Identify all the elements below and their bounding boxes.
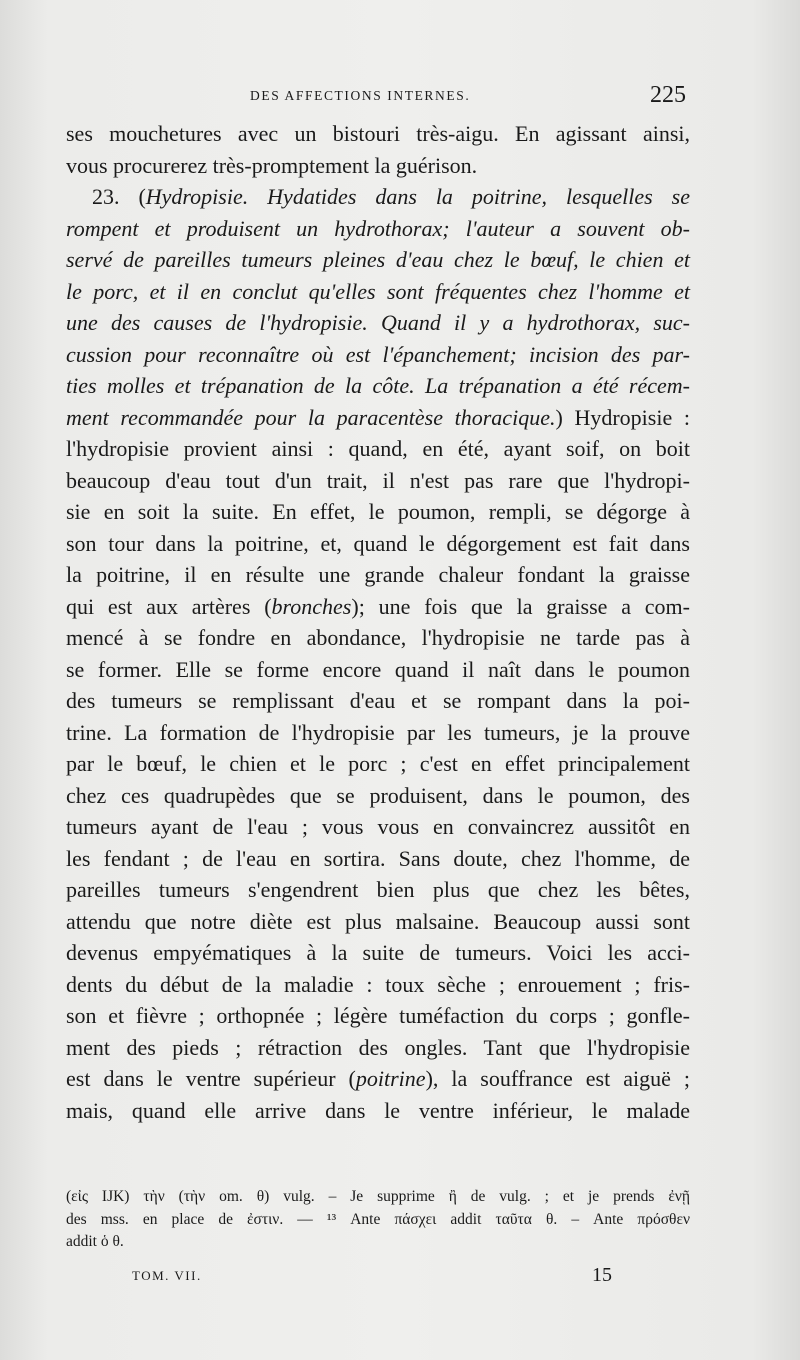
text-segment: attendu que notre diète est plus malsaine. Beaucoup aussi sont: [66, 908, 690, 934]
text-segment: devenus empyématiques à la suite de tumeurs. Voici les acci-: [66, 940, 690, 965]
text-segment: se former. Elle se forme encore quand il naît dans le poumon: [66, 656, 690, 682]
running-header: [66, 82, 686, 110]
text-line: [66, 1000, 690, 1032]
text-line: [66, 1032, 690, 1064]
text-segment: tumeurs ayant de l'eau ; vous vous en convaincrez aussitôt en: [66, 814, 690, 839]
page-footer: [66, 1264, 690, 1290]
text-line: [66, 685, 690, 717]
text-line: [66, 622, 690, 654]
text-segment: rompent et produisent un hydrothorax; l'auteur a souvent ob-: [66, 215, 690, 241]
text-line: [66, 496, 690, 528]
text-segment: par le bœuf, le chien et le porc ; c'est en effet principalement: [66, 751, 690, 776]
text-line: [66, 969, 690, 1001]
text-segment: ment recommandée pour la paracentèse thoracique.: [66, 404, 556, 430]
text-segment: ment des pieds ; rétraction des ongles. Tant que l'hydropisie: [66, 1034, 690, 1060]
text-segment: chez ces quadrupèdes que se produisent, dans le poumon, des: [66, 782, 690, 808]
text-segment: vous procurerez très-promptement la guérison.: [66, 152, 478, 178]
text-line: [66, 181, 690, 213]
text-segment: la poitrine, il en résulte une grande chaleur fondant la graisse: [66, 562, 690, 587]
text-line: [66, 276, 690, 308]
text-segment: ties molles et trépanation de la côte. La trépanation a été récem-: [66, 373, 690, 398]
text-line: [66, 559, 690, 591]
text-segment: ses mouchetures avec un bistouri très-aigu. En agissant ainsi,: [66, 121, 690, 146]
text-line: [66, 780, 690, 812]
text-segment: est dans le ventre supérieur (: [66, 1066, 356, 1091]
main-text: [66, 118, 690, 1126]
footnote-line: des mss. en place de ἐστιν. — ¹³ Ante πάσχει addit ταῦτα θ. – Ante πρόσθεν: [66, 1210, 690, 1228]
text-segment: 23. (: [92, 184, 146, 209]
volume-label: TOM. VII.: [132, 1268, 202, 1283]
text-segment: dents du début de la maladie : toux sèche ; enrouement ; fris-: [66, 971, 690, 997]
text-line: [66, 1095, 690, 1127]
text-segment: sie en soit la suite. En effet, le poumon, rempli, se dégorge à: [66, 499, 690, 524]
text-line: [66, 339, 690, 371]
text-segment: des tumeurs se remplissant d'eau et se rompant dans la poi-: [66, 688, 690, 713]
text-segment: ) Hydropisie :: [555, 404, 690, 430]
text-line: [66, 433, 690, 465]
text-segment: cussion pour reconnaître où est l'épanchement; incision des par-: [66, 341, 690, 367]
footnote-line: addit ὁ θ.: [66, 1233, 124, 1250]
text-line: [66, 591, 690, 623]
text-segment: mais, quand elle arrive dans le ventre inférieur, le malade: [66, 1097, 690, 1123]
text-line: [66, 465, 690, 497]
text-segment: servé de pareilles tumeurs pleines d'eau chez le bœuf, le chien et: [66, 247, 690, 272]
text-line: [66, 370, 690, 402]
text-segment: Hydropisie. Hydatides dans la poitrine, lesquelles se: [145, 184, 691, 209]
text-segment: poitrine: [355, 1066, 426, 1091]
text-segment: beaucoup d'eau tout d'un trait, il n'est pas rare que l'hydropi-: [66, 467, 690, 493]
text-segment: qui est aux artères (: [66, 593, 272, 619]
text-line: [66, 1063, 690, 1095]
text-segment: pareilles tumeurs s'engendrent bien plus que chez les bêtes,: [66, 877, 690, 902]
text-line: [66, 528, 690, 560]
text-segment: trine. La formation de l'hydropisie par les tumeurs, je la prouve: [66, 719, 690, 745]
text-line: [66, 307, 690, 339]
text-segment: ); une fois que la graisse a com-: [351, 593, 690, 619]
footnote-line: (εἰς IJK) τὴν (τὴν om. θ) vulg. – Je supprime ἢ de vulg. ; et je prends ἐνῇ: [66, 1188, 690, 1205]
footnotes: [66, 1186, 690, 1254]
text-line: [66, 843, 690, 875]
running-title: DES AFFECTIONS INTERNES.: [250, 88, 471, 103]
text-segment: mencé à se fondre en abondance, l'hydropisie ne tarde pas à: [66, 625, 690, 650]
text-segment: le porc, et il en conclut qu'elles sont fréquentes chez l'homme et: [66, 278, 690, 304]
text-line: [66, 654, 690, 686]
text-segment: l'hydropisie provient ainsi : quand, en été, ayant soif, on boit: [66, 436, 690, 461]
text-line: [66, 937, 690, 969]
text-segment: ), la souffrance est aiguë ;: [425, 1066, 690, 1091]
text-line: [66, 874, 690, 906]
text-line: [66, 244, 690, 276]
text-line: [66, 811, 690, 843]
text-line: [66, 402, 690, 434]
page-number: 225: [650, 82, 686, 108]
text-segment: son tour dans la poitrine, et, quand le dégorgement est fait dans: [66, 530, 690, 556]
text-line: [66, 906, 690, 938]
text-line: [66, 150, 690, 182]
signature-mark: 15: [592, 1264, 612, 1286]
text-segment: son et fièvre ; orthopnée ; légère tuméfaction du corps ; gonfle-: [66, 1003, 690, 1028]
text-segment: bronches: [271, 593, 352, 619]
text-line: [66, 213, 690, 245]
text-segment: les fendant ; de l'eau en sortira. Sans doute, chez l'homme, de: [66, 845, 690, 871]
text-line: [66, 748, 690, 780]
text-line: [66, 118, 690, 150]
text-segment: une des causes de l'hydropisie. Quand il y a hydrothorax, suc-: [66, 310, 690, 335]
text-line: [66, 717, 690, 749]
